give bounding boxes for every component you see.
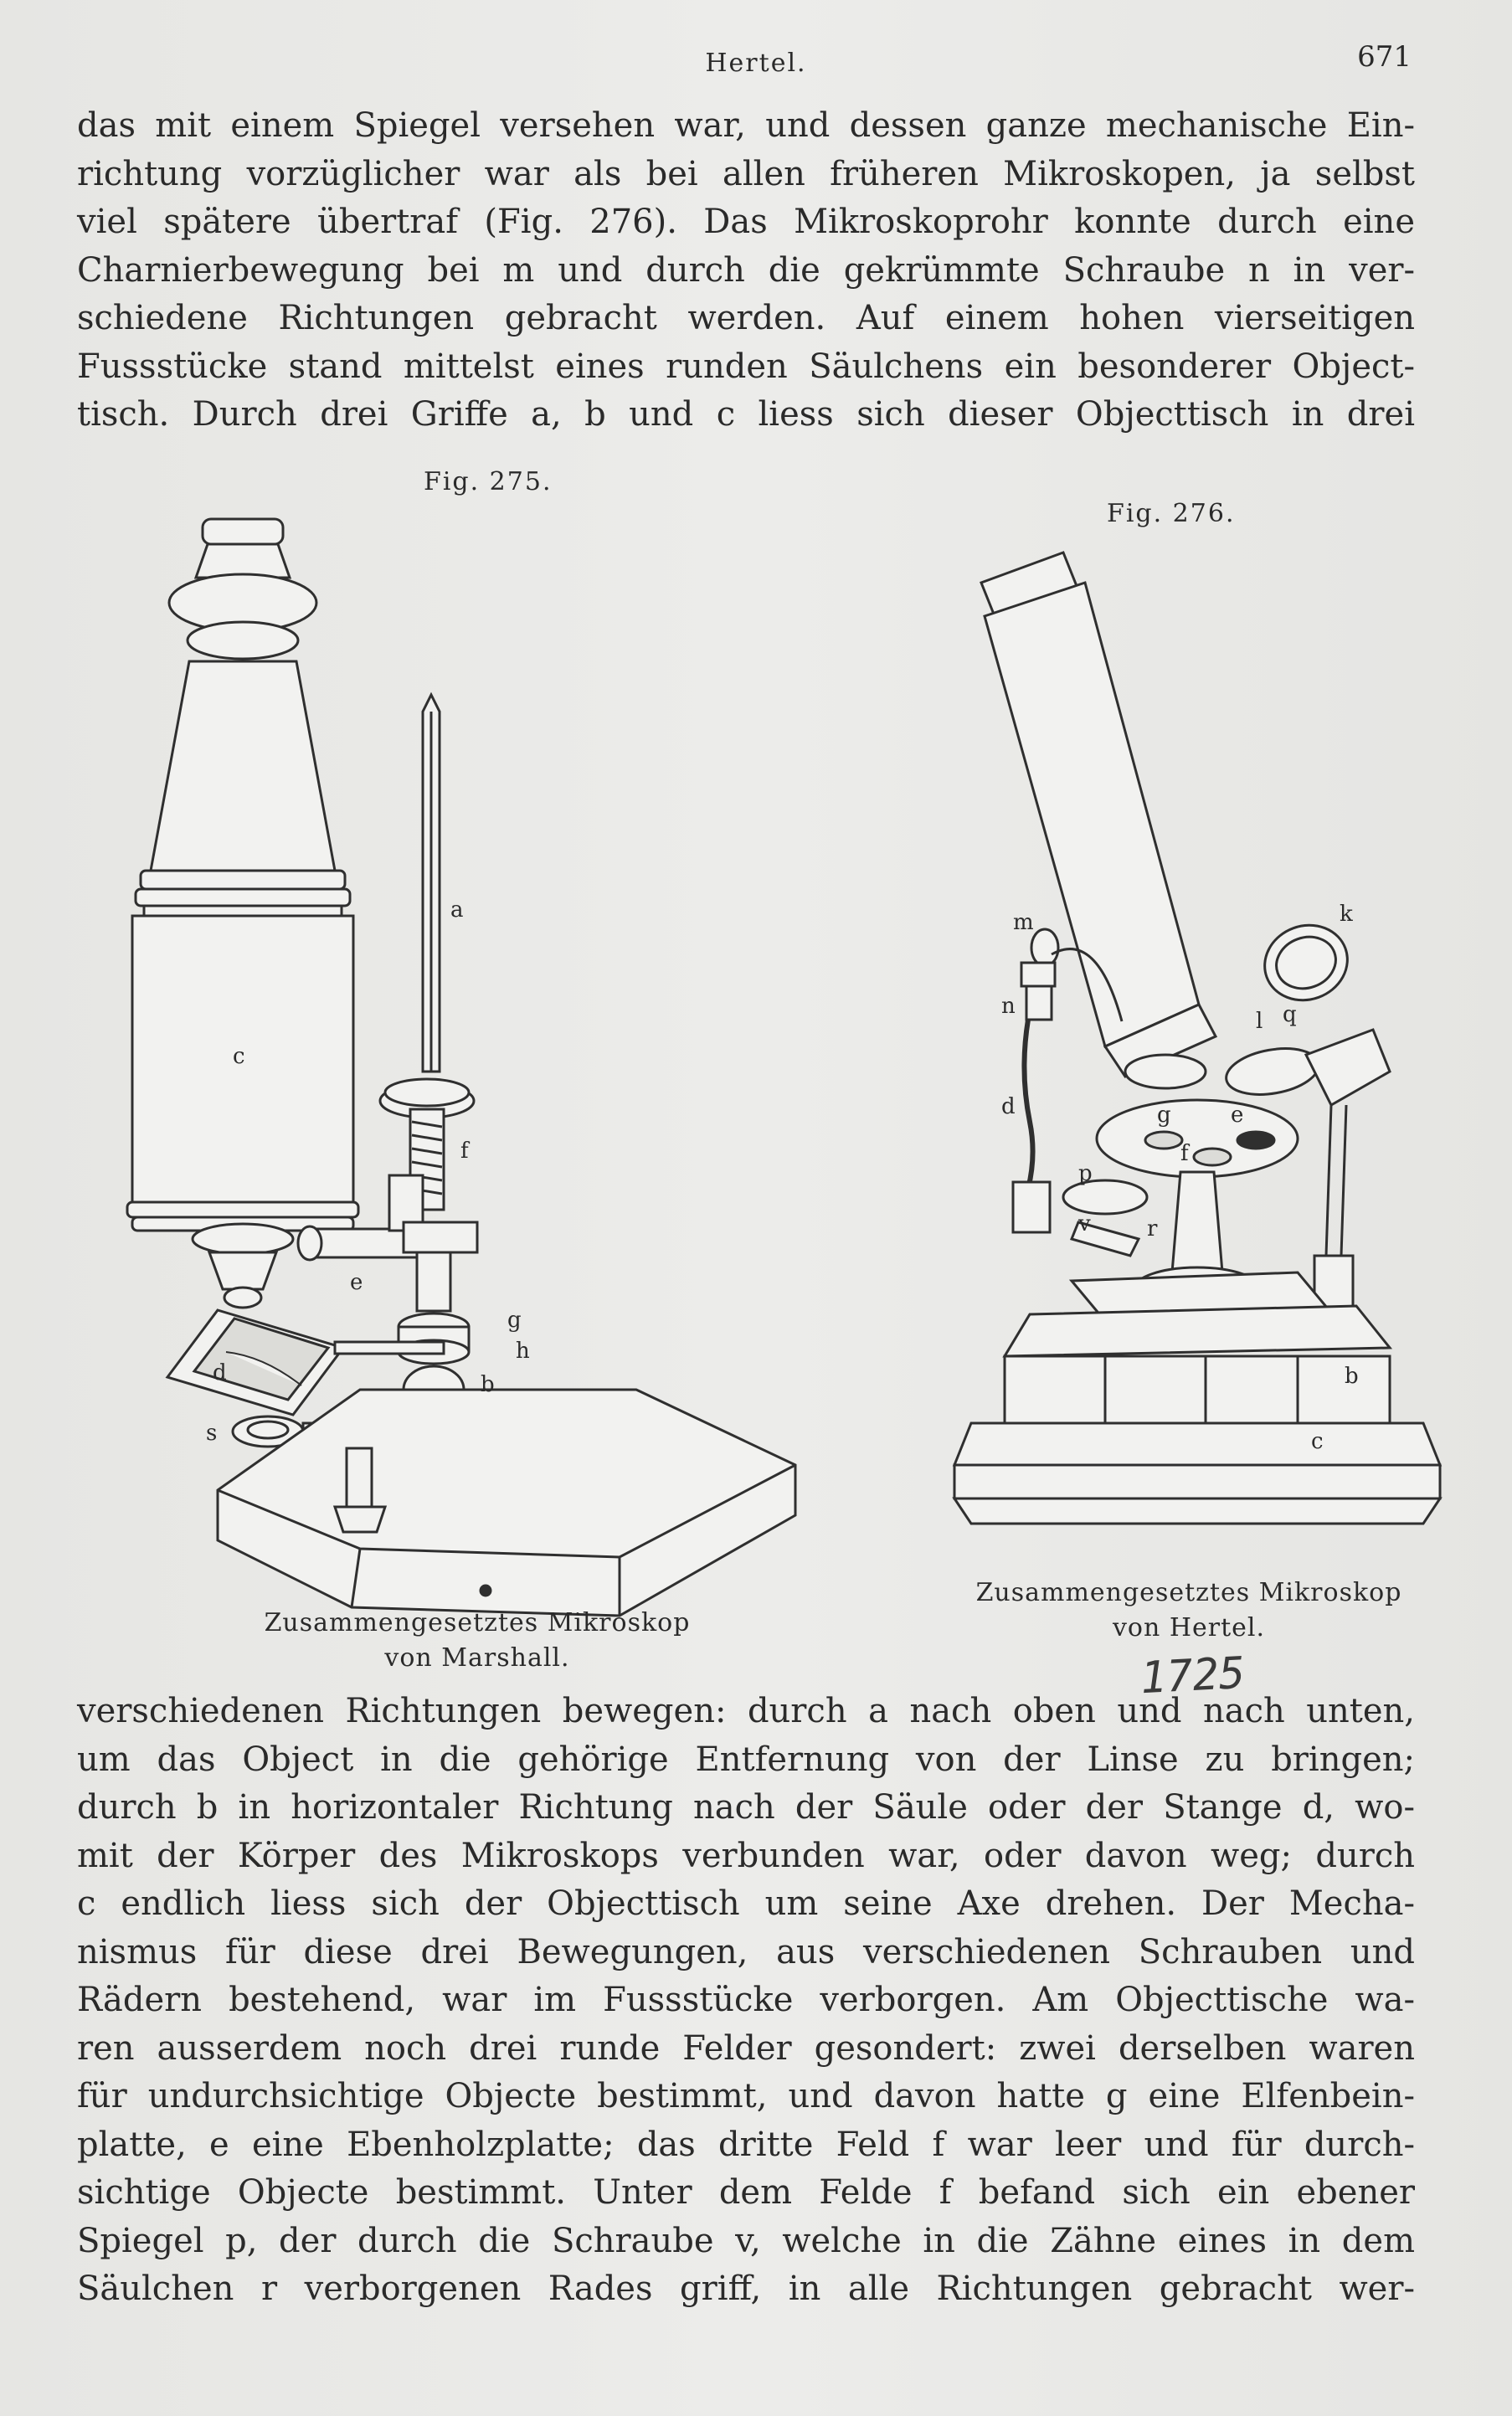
- figure-275-letter-d: d: [213, 1360, 227, 1385]
- text-line: sichtige Objecte bestimmt. Unter dem Felde f befand sich ein ebener: [77, 2173, 1415, 2212]
- text-line: Spiegel p, der durch die Schraube v, welche in die Zähne eines in dem: [77, 2221, 1415, 2260]
- figure-276-letter-d: d: [1001, 1094, 1016, 1119]
- text-line: tisch. Durch drei Griffe a, b und c liess sich dieser Objecttisch in drei: [77, 395, 1415, 434]
- paragraph-bottom: [77, 1688, 1415, 2314]
- figure-275-letter-b: b: [481, 1372, 495, 1397]
- figure-276-letter-b: b: [1345, 1364, 1359, 1389]
- figure-275-letter-c: c: [233, 1044, 245, 1069]
- paragraph-top: [77, 102, 1415, 440]
- figure-275-letter-s: s: [206, 1421, 218, 1446]
- figure-276-letter-l: l: [1256, 1009, 1263, 1034]
- figure-275-caption-line: von Marshall.: [384, 1643, 570, 1673]
- text-line: Charnierbewegung bei m und durch die gekrümmte Schraube n in ver-: [77, 250, 1415, 290]
- text-line: durch b in horizontaler Richtung nach der Säule oder der Stange d, wo-: [77, 1788, 1415, 1827]
- text-line: Rädern bestehend, war im Fussstücke verborgen. Am Objecttische wa-: [77, 1981, 1415, 2019]
- figure-275-letter-g: g: [507, 1308, 522, 1333]
- text-line: das mit einem Spiegel versehen war, und dessen ganze mechanische Ein-: [77, 106, 1415, 145]
- figure-276-letter-c: c: [1311, 1429, 1324, 1454]
- figure-276-caption: [938, 1576, 1440, 1646]
- page-number: 671: [1357, 40, 1412, 74]
- figure-275-label: Fig. 275.: [424, 467, 553, 496]
- text-line: ren ausserdem noch drei runde Felder gesondert: zwei derselben waren: [77, 2028, 1415, 2068]
- figure-276-letter-e: e: [1231, 1103, 1244, 1128]
- text-line: viel spätere übertraf (Fig. 276). Das Mikroskoprohr konnte durch eine: [77, 203, 1415, 241]
- figure-275-letter-e: e: [350, 1270, 363, 1295]
- figure-275-illustration: [84, 502, 837, 1641]
- running-header: Hertel.: [705, 49, 807, 78]
- figure-275-letter-h: h: [516, 1339, 530, 1364]
- figure-276-letter-k: k: [1340, 902, 1353, 927]
- handwritten-note: 1725: [1139, 1648, 1247, 1704]
- text-line: schiedene Richtungen gebracht werden. Auf einem hohen vierseitigen: [77, 299, 1415, 337]
- text-line: richtung vorzüglicher war als bei allen früheren Mikroskopen, ja selbst: [77, 154, 1415, 193]
- figure-276-caption-line: von Hertel.: [1112, 1613, 1266, 1642]
- text-line: nismus für diese drei Bewegungen, aus verschiedenen Schrauben und: [77, 1932, 1415, 1971]
- figure-276-illustration: [938, 536, 1473, 1540]
- figure-276-letter-p: p: [1078, 1161, 1093, 1186]
- figure-275-letter-a: a: [450, 897, 464, 923]
- figure-276-letter-q: q: [1283, 1002, 1297, 1027]
- figure-276-letter-f: f: [1180, 1141, 1189, 1166]
- figure-276-letter-v: v: [1078, 1211, 1091, 1236]
- text-line: verschiedenen Richtungen bewegen: durch a nach oben und nach unten,: [77, 1692, 1415, 1730]
- figure-276-letter-r: r: [1147, 1216, 1158, 1241]
- figure-275-letter-f: f: [460, 1139, 469, 1164]
- text-line: Säulchen r verborgenen Rades griff, in alle Richtungen gebracht wer-: [77, 2269, 1415, 2308]
- text-line: um das Object in die gehörige Entfernung von der Linse zu bringen;: [77, 1740, 1415, 1779]
- text-line: c endlich liess sich der Objecttisch um seine Axe drehen. Der Mecha-: [77, 1884, 1415, 1923]
- figure-276-letter-m: m: [1013, 910, 1034, 935]
- figure-276-letter-n: n: [1001, 994, 1016, 1019]
- text-line: platte, e eine Ebenholzplatte; das dritte Feld f war leer und für durch-: [77, 2125, 1415, 2164]
- text-line: Fussstücke stand mittelst eines runden Säulchens ein besonderer Object-: [77, 347, 1415, 386]
- figure-276-caption-line: Zusammengesetztes Mikroskop: [975, 1578, 1402, 1607]
- text-line: für undurchsichtige Objecte bestimmt, und davon hatte g eine Elfenbein-: [77, 2077, 1415, 2115]
- figure-276-label: Fig. 276.: [1107, 499, 1236, 528]
- text-line: mit der Körper des Mikroskops verbunden war, oder davon weg; durch: [77, 1836, 1415, 1875]
- figure-275-caption-line: Zusammengesetztes Mikroskop: [264, 1608, 691, 1637]
- figure-275-caption: [209, 1606, 745, 1676]
- figure-276-letter-g: g: [1157, 1103, 1171, 1128]
